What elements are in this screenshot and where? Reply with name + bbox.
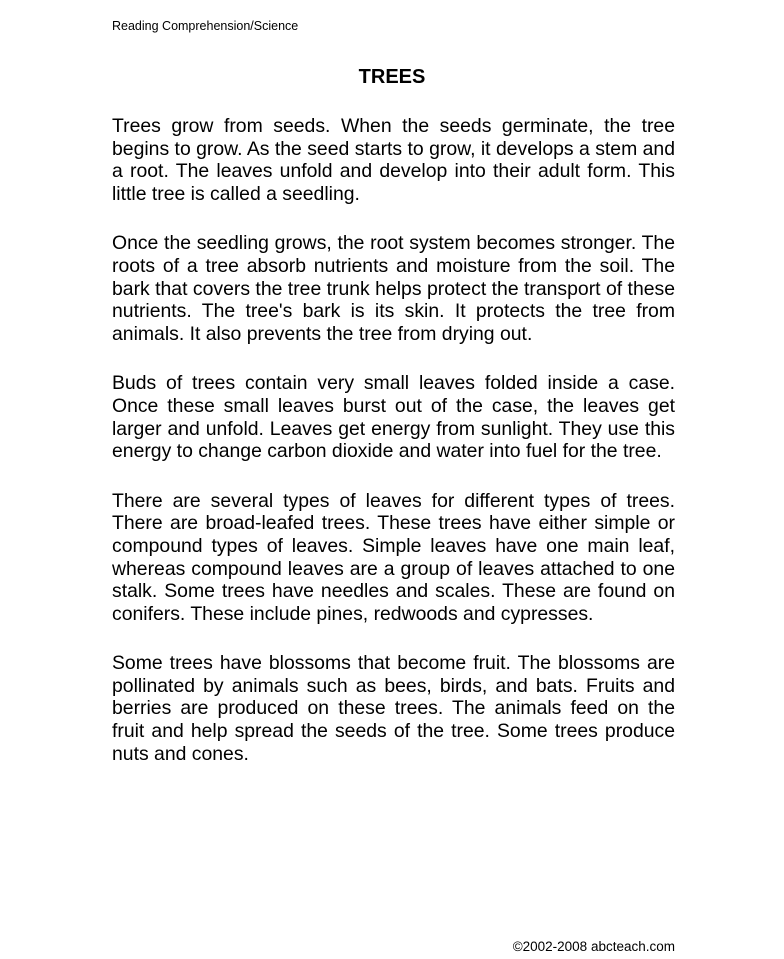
paragraph-blossoms-fruit: Some trees have blossoms that become fruit. The blossoms are pollinated by animals such as bees, birds, and bats. Fruits and berries are produced on these trees. The animals feed on the fruit and help spread the seeds of the tree. Some trees produce nuts and cones. [112,652,675,765]
paragraph-leaf-types: There are several types of leaves for different types of trees. There are broad-leafed trees. These trees have either simple or compound types of leaves. Simple leaves have one main leaf, whereas compound leaves are a group of leaves attached to one stalk. Some trees have needles and scales. These are found on conifers. These include pines, redwoods and cypresses. [112,489,675,625]
page-header-category: Reading Comprehension/Science [112,19,299,33]
article-body [112,115,675,765]
page-title: TREES [358,66,426,88]
paragraph-buds-leaves: Buds of trees contain very small leaves folded inside a case. Once these small leaves burst out of the case, the leaves get larger and unfold. Leaves get energy from sunlight. They use this energy to change carbon dioxide and water into fuel for the tree. [112,372,675,463]
paragraph-seeds: Trees grow from seeds. When the seeds germinate, the tree begins to grow. As the seed starts to grow, it develops a stem and a root. The leaves unfold and develop into their adult form. This little tree is called a seedling. [112,115,675,205]
paragraph-roots-bark: Once the seedling grows, the root system becomes stronger. The roots of a tree absorb nutrients and moisture from the soil. The bark that covers the tree trunk helps protect the transport of these nutrients. The tree's bark is its skin. It protects the tree from animals. It also prevents the tree from drying out. [112,232,675,345]
copyright-footer: ©2002-2008 abcteach.com [512,939,675,954]
